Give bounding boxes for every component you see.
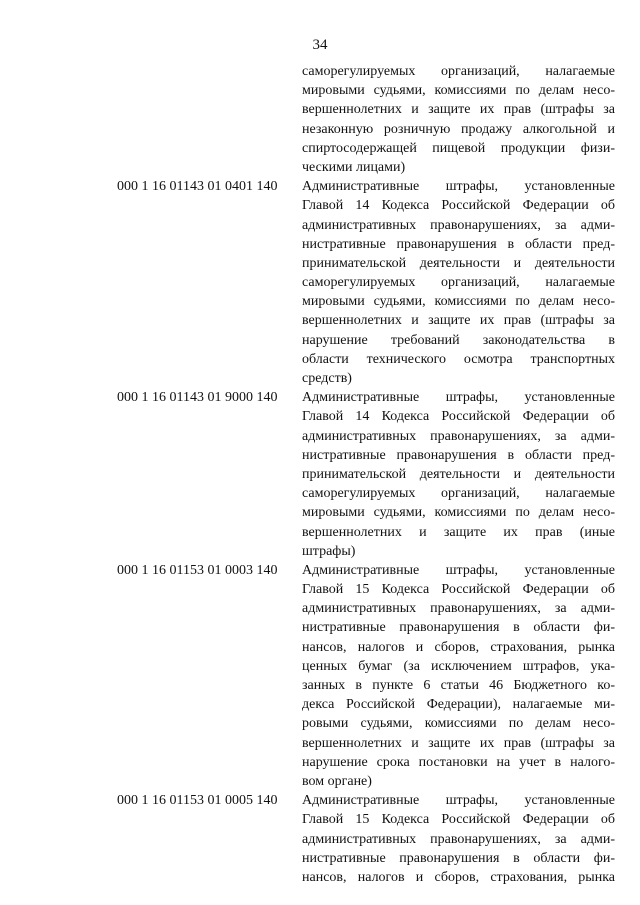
table-row (0, 388, 640, 561)
page-number: 34 (312, 37, 328, 53)
description-line: ровыми судьями, комиссиями по делам несо- (302, 716, 615, 732)
description-line: принимательской деятельности и деятельности (302, 255, 615, 271)
description-line: занных в пункте 6 статьи 46 Бюджетного ко- (302, 678, 615, 693)
description (302, 388, 615, 561)
description (302, 791, 615, 887)
description-line: вершеннолетних и защите их прав (штрафы за (302, 313, 615, 329)
description-line: спиртосодержащей пищевой продукции физи- (302, 140, 615, 156)
description-line: саморегулируемых организаций, налагаемые (302, 275, 615, 291)
description-line: нистративные правонарушения в области пред- (302, 447, 615, 463)
description-line: Главой 14 Кодекса Российской Федерации об (302, 198, 615, 214)
description-line: саморегулируемых организаций, налагаемые (302, 64, 615, 79)
description-line: нарушение требований законодательства в (302, 332, 615, 348)
description-line: Главой 14 Кодекса Российской Федерации об (302, 409, 615, 425)
description-line: нистративные правонарушения в области фи- (302, 620, 615, 636)
description (302, 561, 615, 791)
description-line: Административные штрафы, установленные (302, 179, 615, 195)
description-line: ческими лицами) (302, 159, 406, 175)
description-line: административных правонарушениях, за адми- (302, 217, 615, 233)
description-line: административных правонарушениях, за адми- (302, 831, 615, 847)
description-line: Административные штрафы, установленные (302, 390, 615, 406)
classification-code: 000 1 16 01143 01 0401 140 (117, 179, 278, 195)
description-line: вершеннолетних и защите их прав (штрафы за (302, 102, 615, 118)
table-row (0, 62, 640, 177)
description-line: саморегулируемых организаций, налагаемые (302, 486, 615, 502)
description-line: вом органе) (302, 773, 372, 789)
table-row (0, 791, 640, 887)
description-line: вершеннолетних и защите их прав (иные (302, 524, 615, 540)
description-line: административных правонарушениях, за адми- (302, 428, 615, 444)
description-line: мировыми судьями, комиссиями по делам несо- (302, 294, 615, 310)
description-line: нансов, налогов и сборов, страхования, рынка (302, 639, 615, 655)
classification-code: 000 1 16 01143 01 9000 140 (117, 390, 278, 406)
table-row (0, 177, 640, 388)
description-line: нансов, налогов и сборов, страхования, рынка (302, 869, 615, 885)
description-line: незаконную розничную продажу алкогольной и (302, 121, 615, 137)
description-line: Административные штрафы, установленные (302, 793, 615, 809)
classification-code: 000 1 16 01153 01 0005 140 (117, 793, 278, 809)
description-line: декса Российской Федерации), налагаемые ми- (302, 697, 615, 713)
classification-code: 000 1 16 01153 01 0003 140 (117, 562, 278, 578)
description-line: области технического осмотра транспортных (302, 351, 615, 367)
description-line: нистративные правонарушения в области пред- (302, 236, 615, 252)
description-line: Главой 15 Кодекса Российской Федерации об (302, 582, 615, 598)
description-line: мировыми судьями, комиссиями по делам несо- (302, 83, 615, 99)
description-line: вершеннолетних и защите их прав (штрафы за (302, 735, 615, 751)
document-body (0, 62, 640, 887)
description-line: средств) (302, 371, 352, 386)
description-line: ценных бумаг (за исключением штрафов, ука- (302, 658, 615, 674)
table-row (0, 561, 640, 791)
description (302, 62, 615, 177)
description-line: нарушение срока постановки на учет в налого- (302, 754, 615, 770)
description-line: принимательской деятельности и деятельности (302, 466, 615, 482)
description-line: Административные штрафы, установленные (302, 562, 615, 578)
description-line: мировыми судьями, комиссиями по делам несо- (302, 505, 615, 521)
description-line: нистративные правонарушения в области фи- (302, 850, 615, 866)
description (302, 177, 615, 388)
description-line: штрафы) (302, 543, 356, 559)
description-line: административных правонарушениях, за адми- (302, 601, 615, 617)
description-line: Главой 15 Кодекса Российской Федерации об (302, 812, 615, 828)
